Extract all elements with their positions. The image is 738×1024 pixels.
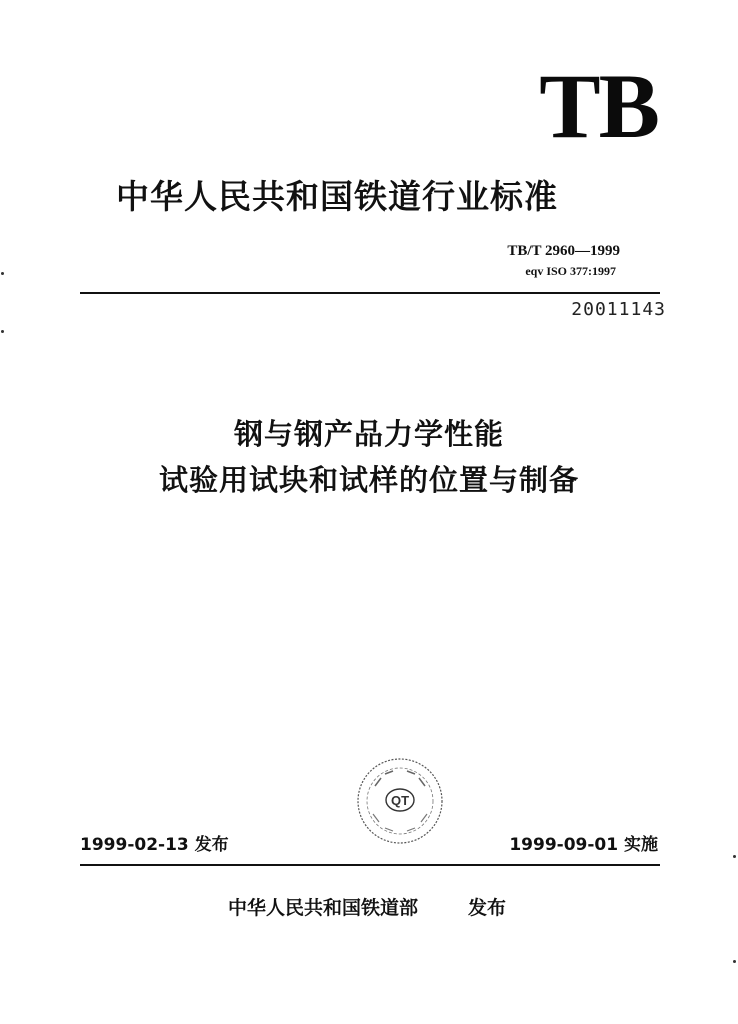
scan-speck (733, 960, 736, 963)
publisher-action: 发布 (468, 897, 507, 919)
standard-number: TB/T 2960—1999 (507, 243, 620, 259)
publisher-name: 中华人民共和国铁道部 (228, 897, 419, 919)
document-title-line-1: 钢与钢产品力学性能 (233, 417, 504, 451)
seal-center-text: QT (390, 793, 410, 808)
tb-logo: TB (539, 55, 658, 157)
scan-speck (1, 272, 4, 275)
top-divider (80, 292, 660, 294)
bottom-divider (80, 864, 660, 866)
implementation-date: 1999-09-01 实施 (509, 835, 658, 855)
stamped-registration-number: 20011143 (571, 299, 666, 320)
standard-category-title: 中华人民共和国铁道行业标准 (116, 177, 558, 216)
iso-equivalence: eqv ISO 377:1997 (525, 264, 616, 278)
issue-date: 1999-02-13 发布 (80, 835, 229, 855)
scan-speck (733, 855, 736, 858)
standards-seal-stamp (355, 756, 445, 846)
scan-speck (1, 330, 4, 333)
document-title-line-2: 试验用试块和试样的位置与制备 (158, 463, 579, 497)
